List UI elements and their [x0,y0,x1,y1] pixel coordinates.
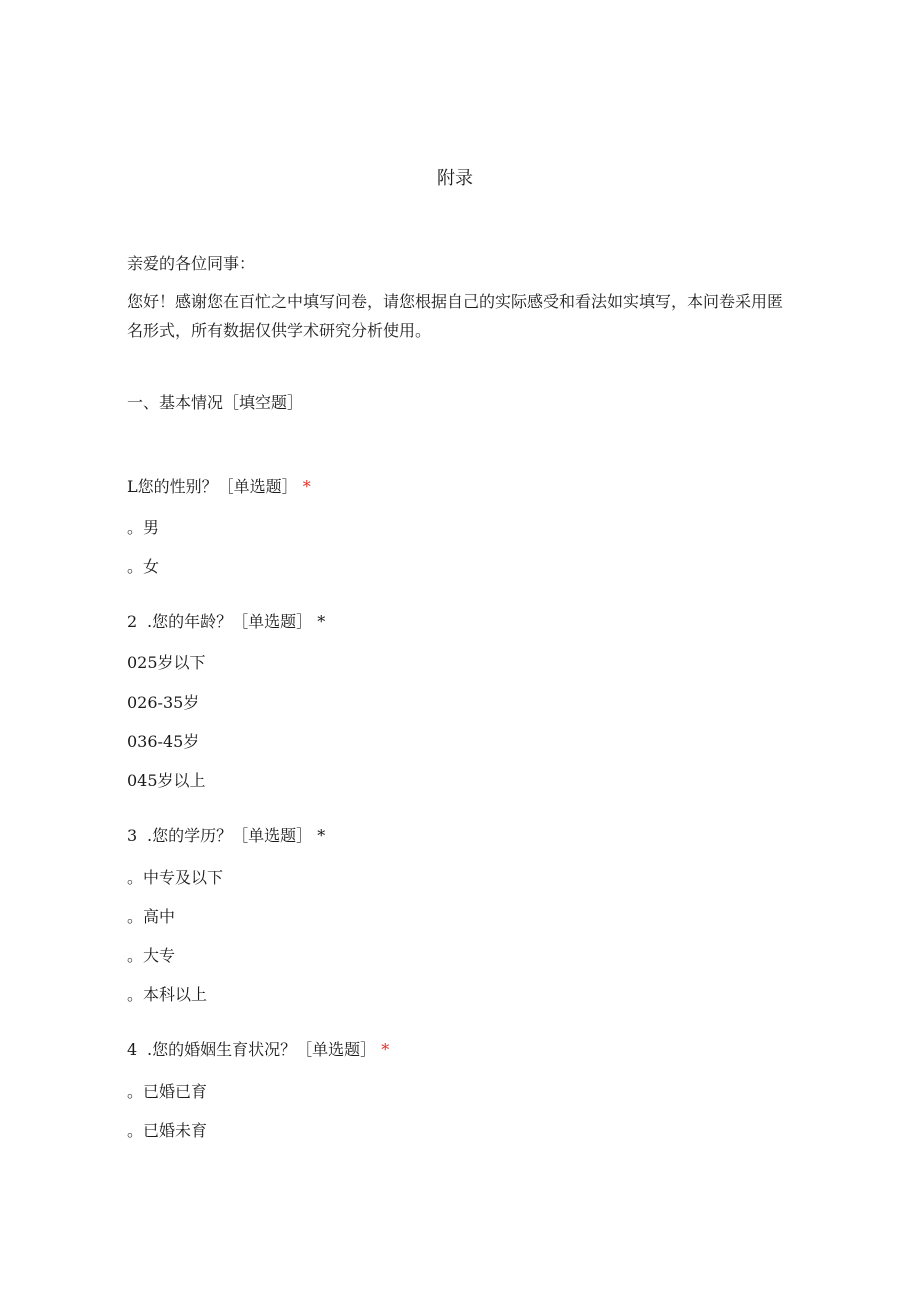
intro-paragraph: 您好！感谢您在百忙之中填写问卷，请您根据自己的实际感受和看法如实填写，本问卷采用匿名形式，所有数据仅供学术研究分析使用。 [127,292,784,340]
question-3 [127,825,325,847]
question-3-option-2[interactable]: 。高中 [127,907,176,926]
question-2 [127,611,325,633]
question-4-number: 4 [127,1040,138,1059]
question-2-number: 2 [127,612,138,631]
question-4-text: .您的婚姻生育状况？［单选题］ [147,1040,377,1059]
question-2-option-1[interactable]: 025岁以下 [127,653,206,672]
required-star: * [302,477,311,496]
question-2-option-4[interactable]: 045岁以上 [127,771,206,790]
question-4 [127,1039,389,1061]
section-heading: 一、基本情况［填空题］ [127,393,304,412]
question-1 [127,476,311,498]
question-1-text: L您的性别？［单选题］ [127,477,298,496]
question-4-option-2[interactable]: 。已婚未育 [127,1121,208,1140]
question-3-option-4[interactable]: 。本科以上 [127,985,208,1004]
question-2-text: .您的年龄？［单选题］ [147,612,313,631]
greeting: 亲爱的各位同事： [127,254,256,273]
required-star: * [381,1040,390,1059]
question-1-option-1[interactable]: 。男 [127,518,160,537]
question-3-option-3[interactable]: 。大专 [127,946,176,965]
required-star: * [317,826,326,845]
question-3-number: 3 [127,826,138,845]
question-1-option-2[interactable]: 。女 [127,557,160,576]
required-star: * [317,612,326,631]
question-4-option-1[interactable]: 。已婚已育 [127,1082,208,1101]
question-2-option-2[interactable]: 026-35岁 [127,693,200,712]
question-3-text: .您的学历？［单选题］ [147,826,313,845]
question-3-option-1[interactable]: 。中专及以下 [127,868,224,887]
question-2-option-3[interactable]: 036-45岁 [127,732,200,751]
page-title: 附录 [437,168,473,189]
